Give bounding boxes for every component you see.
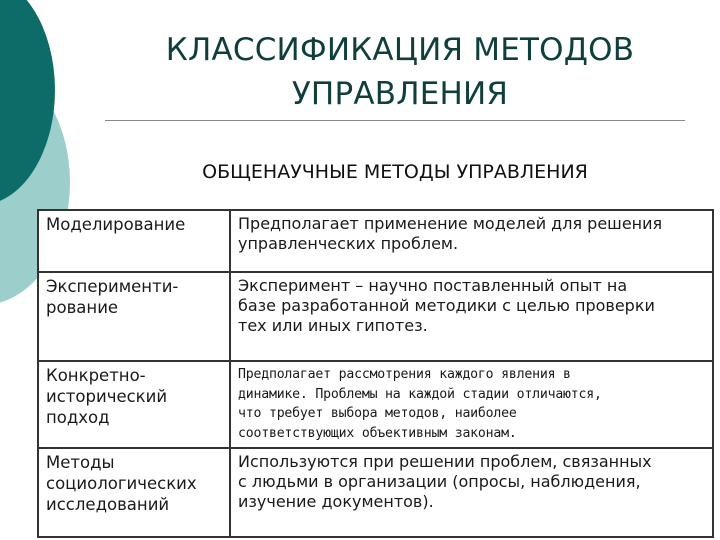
methods-table	[37, 209, 714, 538]
method-name: Методы социологических исследований	[46, 453, 197, 514]
method-description: Предполагает применение моделей для решения управленческих проблем.	[238, 214, 663, 253]
method-description-cell	[230, 361, 713, 448]
table-row	[38, 361, 713, 448]
method-name: Эксперименти- рование	[46, 277, 179, 317]
method-name-cell	[38, 210, 230, 272]
method-description-cell	[230, 448, 713, 537]
method-name: Моделирование	[46, 215, 186, 234]
method-description: Эксперимент – научно поставленный опыт на базе разработанной методики с целью проверки тех или иных гипотез.	[238, 276, 655, 335]
table-row	[38, 448, 713, 537]
table-row	[38, 210, 713, 272]
method-description: Предполагает рассмотрения каждого явления в динамике. Проблемы на каждой стадии отличаются, что требует выбора методов, наиболее соответствующих объективным законам.	[238, 367, 602, 441]
method-description-cell	[230, 272, 713, 361]
slide-title	[110, 28, 690, 116]
method-name-cell	[38, 448, 230, 537]
method-name: Конкретно- исторический подход	[46, 366, 168, 427]
slide-title-line-2: УПРАВЛЕНИЯ	[291, 76, 509, 112]
method-name-cell	[38, 272, 230, 361]
slide-title-line-1: КЛАССИФИКАЦИЯ МЕТОДОВ	[165, 32, 635, 68]
title-divider	[105, 120, 685, 121]
section-subtitle: ОБЩЕНАУЧНЫЕ МЕТОДЫ УПРАВЛЕНИЯ	[202, 161, 588, 183]
method-description-cell	[230, 210, 713, 272]
method-name-cell	[38, 361, 230, 448]
table-row	[38, 272, 713, 361]
method-description: Используются при решении проблем, связанных с людьми в организации (опросы, наблюдения, изучение документов).	[238, 452, 652, 511]
